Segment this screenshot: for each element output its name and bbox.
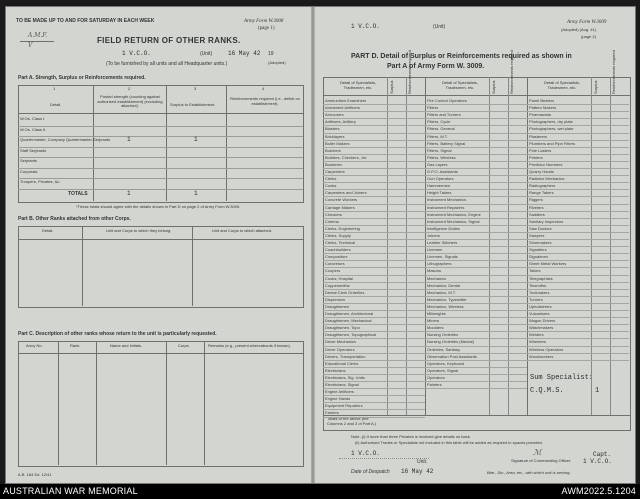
part-d-trade: Fitters: [427, 105, 439, 111]
totals-note: *These totals should agree with the details shown in Part D on page 2 of Army Form W.3009.: [76, 204, 241, 209]
part-a-row-label: Troopers, Privates, &c.: [20, 179, 61, 184]
archive-caption-bar: [0, 484, 640, 499]
part-d-trade: Draughtsmen, Topographical: [325, 332, 377, 338]
office-note: Bde., Div., Area, etc., with which unit is serving.: [487, 470, 571, 475]
part-d-trade: Fitters, Battery Signal: [427, 140, 466, 146]
right-unit-label: (Unit): [433, 24, 446, 30]
part-d-trade: Observation Post Assistants: [427, 353, 477, 359]
part-d-column-header: Detail of Specialists, Tradesmen, etc.: [339, 80, 376, 90]
unit-label: (Unit): [200, 51, 213, 57]
part-d-trade: Cooks, Hospital: [325, 275, 354, 281]
part-d-trade: Upholsterers: [529, 303, 552, 309]
part-d-trade: Educational Clerks: [325, 360, 359, 366]
unit-handwritten-2: V: [28, 42, 33, 49]
part-d-trade: Wireless Operators: [529, 346, 564, 352]
part-d-trade: Boiler Makers: [325, 140, 350, 146]
right-form-number: Army Form W.3009: [567, 20, 607, 25]
page-number: (page 1): [258, 26, 275, 31]
col-reinforce-header: Reinforcements required (i.e., deficit on establishment).: [230, 96, 300, 106]
part-d-trade: Turners: [529, 296, 543, 302]
part-d-trade: Signalmen: [529, 254, 548, 260]
note-2: (ii) Authorised Trades or Specialists not included in this table will be added as required in spaces provided.: [355, 440, 543, 445]
cqms-label: C.Q.M.S.: [530, 387, 564, 395]
left-page: TO BE MADE UP TO AND FOR SATURDAY IN EACH WEEK Army Form W.3008 (page 1) A.M.F. V FIELD RETURN OF OTHER RANKS. 1 V.C.O. (Unit) 16 May 42 19 (Adopted) (To be furnished by all units and all Headquarter units.) Part A. Strength, Surplus or Reinforcements required. 1 2 3 4 Detail. Posted strength (counting against authorised establishment) (excluding attached). Surplus to Establishment. Reinforcements required (i.e., deficit on establishment). TOTALS 1 1 *These totals should agree with the details shown in Part D on page 2 of Army Form W.3009. Part B. Other Ranks attached from other Corps. Detail. Unit and Corps to which they belong. Unit and Corps to which attached. Part C. Description of other ranks whose return to the unit is particularly requested. Army No. Rank. Name and Initials. Corps. Remarks (e.g., present whereabouts if known). A.B. 184 Ed. 12/41 W.Os. Class I. W.Os. Class II. Quartermaster, Company Quartermaster-Serjeants 1 1 Staff Serjeants Serjeants Corporals Troopers, Privates, &c.: [6, 7, 312, 483]
date-typed: 16 May 42: [228, 50, 261, 57]
totals-label: TOTALS: [68, 191, 88, 197]
part-d-trade: Fitters, Wireless: [427, 154, 456, 160]
part-d-trade: Carpenters and Joiners: [325, 190, 367, 196]
part-d-trade: Radiator Mechanics: [529, 176, 565, 182]
part-d-trade: Masons: [427, 268, 442, 274]
part-d-trade: Sanitary Inspectors: [529, 218, 564, 224]
part-d-trade: Gun Operators: [427, 176, 454, 182]
part-d-trade: Saddlers: [529, 211, 545, 217]
part-d-trade: Signallers: [529, 247, 547, 253]
part-d-trade: Draughtsmen: [325, 303, 350, 309]
part-b-title: Part B. Other Ranks attached from other Corps.: [18, 216, 131, 222]
part-d-trade: Intelligence Duties: [427, 225, 460, 231]
part-d-trade: Equipment Repairers: [325, 403, 363, 409]
signature-scrawl: ℳ: [533, 448, 542, 457]
part-d-trade: G.P.O. Assistants: [427, 169, 458, 174]
part-d-trade: Instrument Mechanics, Signal: [427, 218, 480, 224]
part-d-trade: Plumbers and Pipe Fitters: [529, 140, 576, 146]
part-d-trade: Nursing Orderlies: [427, 332, 459, 338]
part-d-trade: Height Takers: [427, 190, 452, 196]
part-d-trade: Joiners: [427, 232, 440, 238]
part-d-trade: Range Takers: [529, 190, 554, 196]
part-a-cell: 1: [127, 136, 131, 143]
part-d-trade: Miners: [427, 318, 440, 324]
part-d-trade: Fitters, M.T.: [427, 133, 448, 139]
part-d-trade: Lithographers: [427, 261, 452, 267]
part-d-trade: Instrument Mechanics: [427, 197, 467, 203]
part-c-title: Part C. Description of other ranks whose return to the unit is particularly requested.: [18, 331, 217, 337]
part-d-trade: Mechanics, Wireless: [427, 303, 464, 309]
part-d-trade: Clerks, Engineering: [325, 225, 360, 231]
part-d-trade: Builders, Checkers, Jnr.: [325, 154, 368, 160]
part-d-subheader: Reinforcements required: [509, 50, 514, 94]
part-d-trade: Telegraphists: [529, 275, 553, 281]
adopted-label: (Adopted): [268, 60, 286, 65]
part-d-trade: Nursing Orderlies (Mental): [427, 339, 474, 345]
part-d-title: PART D. Detail of Surplus or Reinforcements required as shown in: [351, 53, 572, 60]
part-d-trade: Painters: [427, 382, 442, 387]
part-a-row-label: W.Os. Class II.: [20, 126, 47, 132]
sum-specialist: Sum Specialist:: [530, 374, 594, 382]
part-d-trade: Operators: [427, 374, 445, 380]
part-d-trade: Drivers, Transportation: [325, 353, 366, 359]
bottom-unit-label: Unit.: [417, 459, 428, 465]
part-d-trade: Operators, Keyboard: [427, 360, 465, 366]
note-1: Note.-(i) If more than three Privates is involved give details on back.: [351, 434, 471, 439]
part-d-trade: Fitters, Signal: [427, 147, 452, 153]
part-d-trade: Pharmacists: [529, 112, 552, 118]
part-d-trade: Predictor Numbers: [529, 161, 563, 167]
part-d-trade: Cinema: [325, 218, 339, 224]
archive-reference: AWM2022.5.1204: [561, 486, 636, 496]
part-a-row-label: W.Os. Class I.: [20, 116, 46, 121]
part-d-trade: Bricklayers: [325, 133, 345, 139]
part-d-trade: Blasters: [325, 126, 340, 132]
part-d-trade: Carpenters: [325, 169, 345, 174]
year-prefix: 19: [268, 51, 274, 57]
part-d-subheader: Surplus: [389, 80, 394, 94]
part-d-trade: Sawyers: [529, 232, 545, 238]
unit-typed: 1 V.C.O.: [122, 50, 151, 57]
col-posted-header: Posted strength (counting against authorised establishment) (excluding attached).: [97, 94, 163, 108]
part-d-trade: Quarry Hands: [529, 169, 554, 174]
part-d-trade: Driver Operators: [325, 346, 355, 352]
part-d-trade: Mechanics, Typewriter: [427, 296, 467, 302]
signature-unit: 1 V.C.O.: [583, 458, 612, 465]
bottom-unit: 1 V.C.O.: [351, 450, 380, 457]
part-d-trade: Instrument Repairers: [427, 204, 465, 210]
scanned-document: [5, 6, 636, 484]
form-number: Army Form W.3008: [244, 19, 284, 24]
unit-handwritten: A.M.F.: [28, 32, 48, 39]
part-a-cell: 1: [194, 136, 198, 143]
signature-label: Signature of Commanding Officer.: [511, 458, 572, 463]
part-d-trade: Mechanics, M.T.: [427, 289, 456, 295]
part-d-trade: Carriage Makers: [325, 204, 355, 210]
part-d-trade: Linemen: [427, 247, 443, 253]
part-d-trade: Radiographers: [529, 183, 556, 189]
part-d-trade: Sheet Metal Workers: [529, 261, 567, 267]
part-d-subheader: Surplus: [593, 80, 598, 94]
right-adopted: (Adopted) (Aug. 41): [561, 27, 597, 32]
part-d-trade: Operators, Signal: [427, 367, 459, 373]
part-d-trade: Instrument Mechanics, Engine: [427, 211, 481, 217]
total-surplus: 1: [194, 190, 198, 197]
part-d-trade: Clerks: [325, 176, 337, 182]
part-d-trade: Ammunition Examiners: [325, 98, 367, 103]
signature-rank: Capt.: [593, 451, 612, 458]
part-d-trade: Butchers: [325, 147, 341, 153]
part-a-row-label: Staff Serjeants: [20, 147, 47, 153]
part-d-trade: Saw Doctors: [529, 225, 552, 231]
top-notice: TO BE MADE UP TO AND FOR SATURDAY IN EACH WEEK: [16, 18, 155, 24]
furnish-note: (To be furnished by all units and all Headquarter units.): [106, 61, 228, 67]
part-d-trade: Coppersmiths: [325, 282, 350, 288]
part-d-trade: Dental Clerk Orderlies: [325, 289, 365, 295]
part-d-trade: Orderlies, Sanitary: [427, 346, 461, 352]
despatch-label: Date of Despatch: [351, 469, 390, 475]
part-d-trade: Coachbuilders: [325, 247, 351, 253]
part-d-trade: Watchmakers: [529, 325, 554, 331]
part-d-trade: Electricians, Sig. Units: [325, 374, 365, 380]
right-unit-typed: 1 V.C.O.: [351, 23, 380, 30]
part-d-trade: Linemen, Signals: [427, 254, 458, 260]
part-d-trade: Hammermen: [427, 183, 451, 189]
archive-name: AUSTRALIAN WAR MEMORIAL: [3, 486, 138, 496]
part-d-subheader: Reinforcements required: [611, 50, 616, 94]
part-d-trade: Draughtsmen, Architectural: [325, 311, 374, 316]
part-d-trade: Riveters: [529, 204, 544, 210]
part-d-trade: Compositors: [325, 254, 348, 260]
part-d-title-2: Part A of Army Form W. 3009.: [387, 63, 485, 70]
part-d-trade: Bushmen: [325, 161, 342, 167]
part-d-column-header: Detail of Specialists, Tradesmen, etc.: [543, 80, 580, 90]
part-d-trade: Moulders: [427, 325, 444, 331]
part-d-trade: Shoemakers: [529, 240, 552, 245]
part-d-trade: Checkers: [325, 211, 342, 217]
part-d-trade: Concretors: [325, 261, 345, 267]
part-d-trade: Fitters and Turners: [427, 112, 461, 118]
part-d-trade: Toolmakers: [529, 289, 550, 295]
cqms-value: 1: [595, 387, 600, 395]
part-d-trade: Draughtsmen, Mechanical: [325, 318, 372, 324]
part-d-trade: Welders: [529, 332, 544, 338]
totals-bottom-note: Totals of the above (the Columns 2 and 3 of Part A.): [327, 416, 377, 426]
part-d-trade: Mechanics: [427, 275, 447, 281]
part-d-trade: Clerks, Supply: [325, 232, 351, 238]
col-surplus-header: Surplus to Establishment.: [170, 102, 216, 107]
part-d-trade: Millwrights: [427, 311, 446, 316]
part-d-trade: Armament Artificers: [325, 105, 360, 111]
part-c-table: [18, 341, 304, 467]
part-d-trade: Tailors: [529, 268, 541, 274]
right-page-number: (page 2): [581, 34, 596, 39]
form-code: A.B. 184 Ed. 12/41: [18, 472, 52, 477]
total-posted: 1: [127, 190, 131, 197]
part-d-trade: Printers: [529, 154, 543, 160]
part-d-trade: Armourers: [325, 112, 344, 118]
part-d-trade: Coopers: [325, 268, 341, 274]
part-d-trade: Pattern Makers: [529, 105, 557, 111]
part-d-trade: Fire Control Operators: [427, 98, 467, 103]
part-d-trade: Driver Mechanics: [325, 339, 356, 345]
part-d-trade: Electricians: [325, 367, 346, 373]
form-title: FIELD RETURN OF OTHER RANKS.: [97, 36, 241, 45]
part-d-subheader: Surplus: [491, 80, 496, 94]
part-d-trade: Fitters, Cycle: [427, 119, 451, 125]
part-d-trade: Clerks, Technical: [325, 240, 356, 245]
part-d-trade: Woodworkers: [529, 353, 554, 359]
part-a-row-label: Quartermaster, Company Quartermaster-Serjeants: [20, 137, 111, 142]
part-a-row-label: Serjeants: [20, 158, 37, 163]
part-d-trade: Leather Stitchers: [427, 240, 458, 245]
part-d-trade: Riggers: [529, 197, 543, 203]
part-d-trade: Mechanics, Dental: [427, 282, 460, 288]
part-d-trade: Pole Lasters: [529, 147, 552, 153]
part-d-trade: Fitters, General: [427, 126, 455, 132]
part-d-trade: Gas Layers: [427, 161, 448, 167]
part-a-row-label: Corporals: [20, 168, 38, 174]
part-d-trade: Dispensers: [325, 296, 346, 302]
part-d-column-header: Detail of Specialists, Tradesmen, etc.: [441, 80, 478, 90]
part-d-trade: Cooks: [325, 183, 337, 189]
part-d-trade: Concrete Workers: [325, 197, 358, 203]
part-d-trade: Wheelers: [529, 339, 546, 345]
right-page: [315, 7, 635, 483]
despatch-date: 16 May 42: [401, 468, 434, 475]
part-d-trade: Tinsmiths: [529, 282, 546, 288]
part-a-title: Part A. Strength, Surplus or Reinforcements required.: [18, 75, 146, 81]
part-d-trade: Wagon Drivers: [529, 318, 556, 324]
part-d-trade: Photographers, dry plate: [529, 119, 573, 125]
part-d-trade: Draughtsmen, Topo: [325, 325, 360, 331]
part-d-trade: Electricians, Signal: [325, 382, 359, 387]
part-d-trade: Engine Artificers: [325, 389, 354, 395]
part-d-trade: Panel Beaters: [529, 98, 555, 103]
part-d-subheader: Reinforcements required: [407, 50, 412, 94]
part-d-trade: Engine Hands: [325, 396, 351, 402]
col-detail-header: Detail.: [50, 102, 62, 107]
part-d-trade: Artificers, Artillery: [325, 119, 356, 125]
part-d-trade: Farriers: [325, 410, 339, 416]
part-d-trade: Photographers, wet plate: [529, 126, 574, 132]
part-d-trade: Plasterers: [529, 133, 548, 139]
part-d-trade: Vulcanisers: [529, 311, 550, 316]
